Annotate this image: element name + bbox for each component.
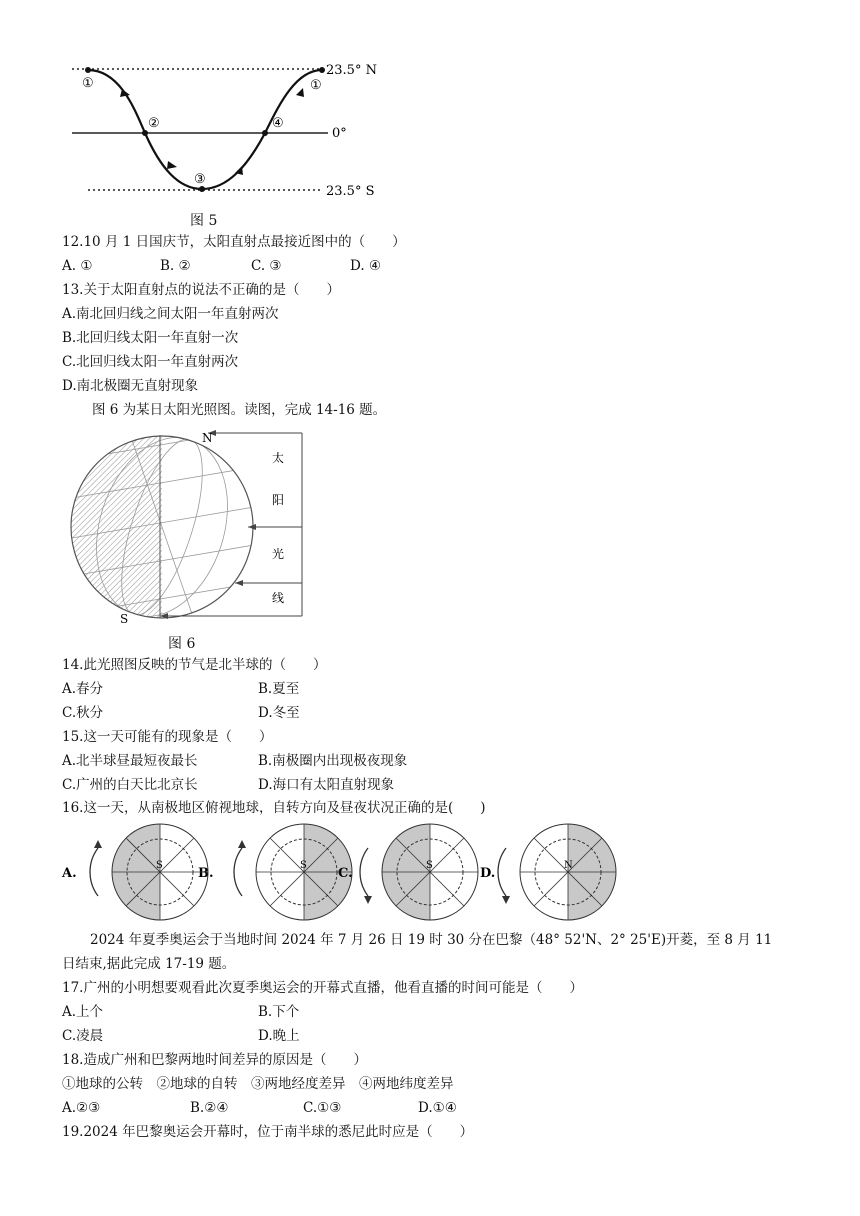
question-18-stem: 18.造成广州和巴黎两地时间差异的原因是（ ）	[62, 1052, 367, 1068]
question-14-option-d: D.冬至	[258, 705, 300, 721]
question-17-stem: 17.广州的小明想要观看此次夏季奥运会的开幕式直播，他看直播的时间可能是（ ）	[62, 980, 583, 996]
q16-pole-b: S	[300, 860, 307, 871]
question-17-option-a: A.上个	[62, 1004, 104, 1020]
q16-pole-c: S	[426, 860, 433, 871]
question-16-options-diagram	[58, 818, 628, 926]
question-12-option-b: B. ②	[160, 258, 191, 274]
point-2-label: ②	[148, 116, 160, 131]
figure-5-caption: 图 5	[190, 213, 218, 229]
q16-pole-d: N	[564, 860, 573, 871]
question-18-option-b: B.②④	[190, 1100, 229, 1116]
question-13-stem: 13.关于太阳直射点的说法不正确的是（ ）	[62, 282, 340, 298]
question-13-option-a: A.南北回归线之间太阳一年直射两次	[62, 306, 279, 322]
intro-17-line-1: 2024 年夏季奥运会于当地时间 2024 年 7 月 26 日 19 时 30 分在巴黎（48° 52'N、2° 25'E)开菱，至 8 月 11	[90, 932, 773, 948]
figure-5-diagram	[60, 55, 400, 205]
question-13-option-d: D.南北极圈无直射现象	[62, 378, 199, 394]
sun-label-4: 线	[272, 591, 285, 605]
question-12-option-d: D. ④	[350, 258, 382, 274]
lat-23-5-n-label: 23.5° N	[326, 63, 377, 78]
question-18-choices: ①地球的公转 ②地球的自转 ③两地经度差异 ④两地纬度差异	[62, 1076, 454, 1092]
lat-0-label: 0°	[332, 126, 347, 141]
question-13-option-b: B.北回归线太阳一年直射一次	[62, 330, 239, 346]
question-16-stem: 16.这一天，从南极地区俯视地球，自转方向及昼夜状况正确的是( )	[62, 800, 486, 816]
question-15-option-d: D.海口有太阳直射现象	[258, 777, 395, 793]
q16-label-c: C.	[338, 866, 353, 881]
question-17-option-d: D.晚上	[258, 1028, 300, 1044]
question-15-option-c: C.广州的白天比北京长	[62, 777, 198, 793]
point-4-label: ④	[272, 116, 284, 131]
q16-label-d: D.	[480, 866, 496, 881]
question-14-option-b: B.夏至	[258, 681, 300, 697]
figure-6-sunlight-diagram	[60, 420, 320, 630]
intro-17-line-2: 日结束,据此完成 17-19 题。	[62, 956, 236, 972]
question-12-option-a: A. ①	[62, 258, 93, 274]
sun-label-2: 阳	[272, 493, 285, 507]
point-1-label-a: ①	[82, 76, 94, 91]
question-12-stem: 12.10 月 1 日国庆节，太阳直射点最接近图中的（ ）	[62, 234, 406, 250]
question-19-stem: 19.2024 年巴黎奥运会开幕时，位于南半球的悉尼此时应是（ ）	[62, 1124, 474, 1140]
figure-6-caption: 图 6	[168, 636, 196, 652]
question-17-option-b: B.下个	[258, 1004, 300, 1020]
north-pole-label: N	[202, 431, 213, 445]
question-18-option-a: A.②③	[62, 1100, 101, 1116]
lat-23-5-s-label: 23.5° S	[326, 184, 375, 199]
sun-label-3: 光	[272, 547, 285, 561]
point-1-label-b: ①	[310, 78, 322, 93]
question-15-option-b: B.南极圈内出现极夜现象	[258, 753, 408, 769]
question-17-option-c: C.凌晨	[62, 1028, 104, 1044]
south-pole-label: S	[120, 612, 129, 626]
sun-label-1: 太	[272, 451, 285, 465]
question-15-stem: 15.这一天可能有的现象是（ ）	[62, 729, 273, 745]
question-13-option-c: C.北回归线太阳一年直射两次	[62, 354, 239, 370]
question-14-option-a: A.春分	[62, 681, 104, 697]
point-3-label: ③	[194, 172, 206, 187]
question-12-option-c: C. ③	[251, 258, 282, 274]
question-15-option-a: A.北半球昼最短夜最长	[62, 753, 198, 769]
figure-6-intro: 图 6 为某日太阳光照图。读图，完成 14-16 题。	[92, 402, 387, 418]
q16-pole-a: S	[156, 860, 163, 871]
q16-label-b: B.	[198, 866, 214, 881]
question-18-option-d: D.①④	[418, 1100, 457, 1116]
question-14-stem: 14.此光照图反映的节气是北半球的（ ）	[62, 657, 327, 673]
q16-label-a: A.	[62, 866, 77, 881]
question-18-option-c: C.①③	[303, 1100, 342, 1116]
question-14-option-c: C.秋分	[62, 705, 104, 721]
